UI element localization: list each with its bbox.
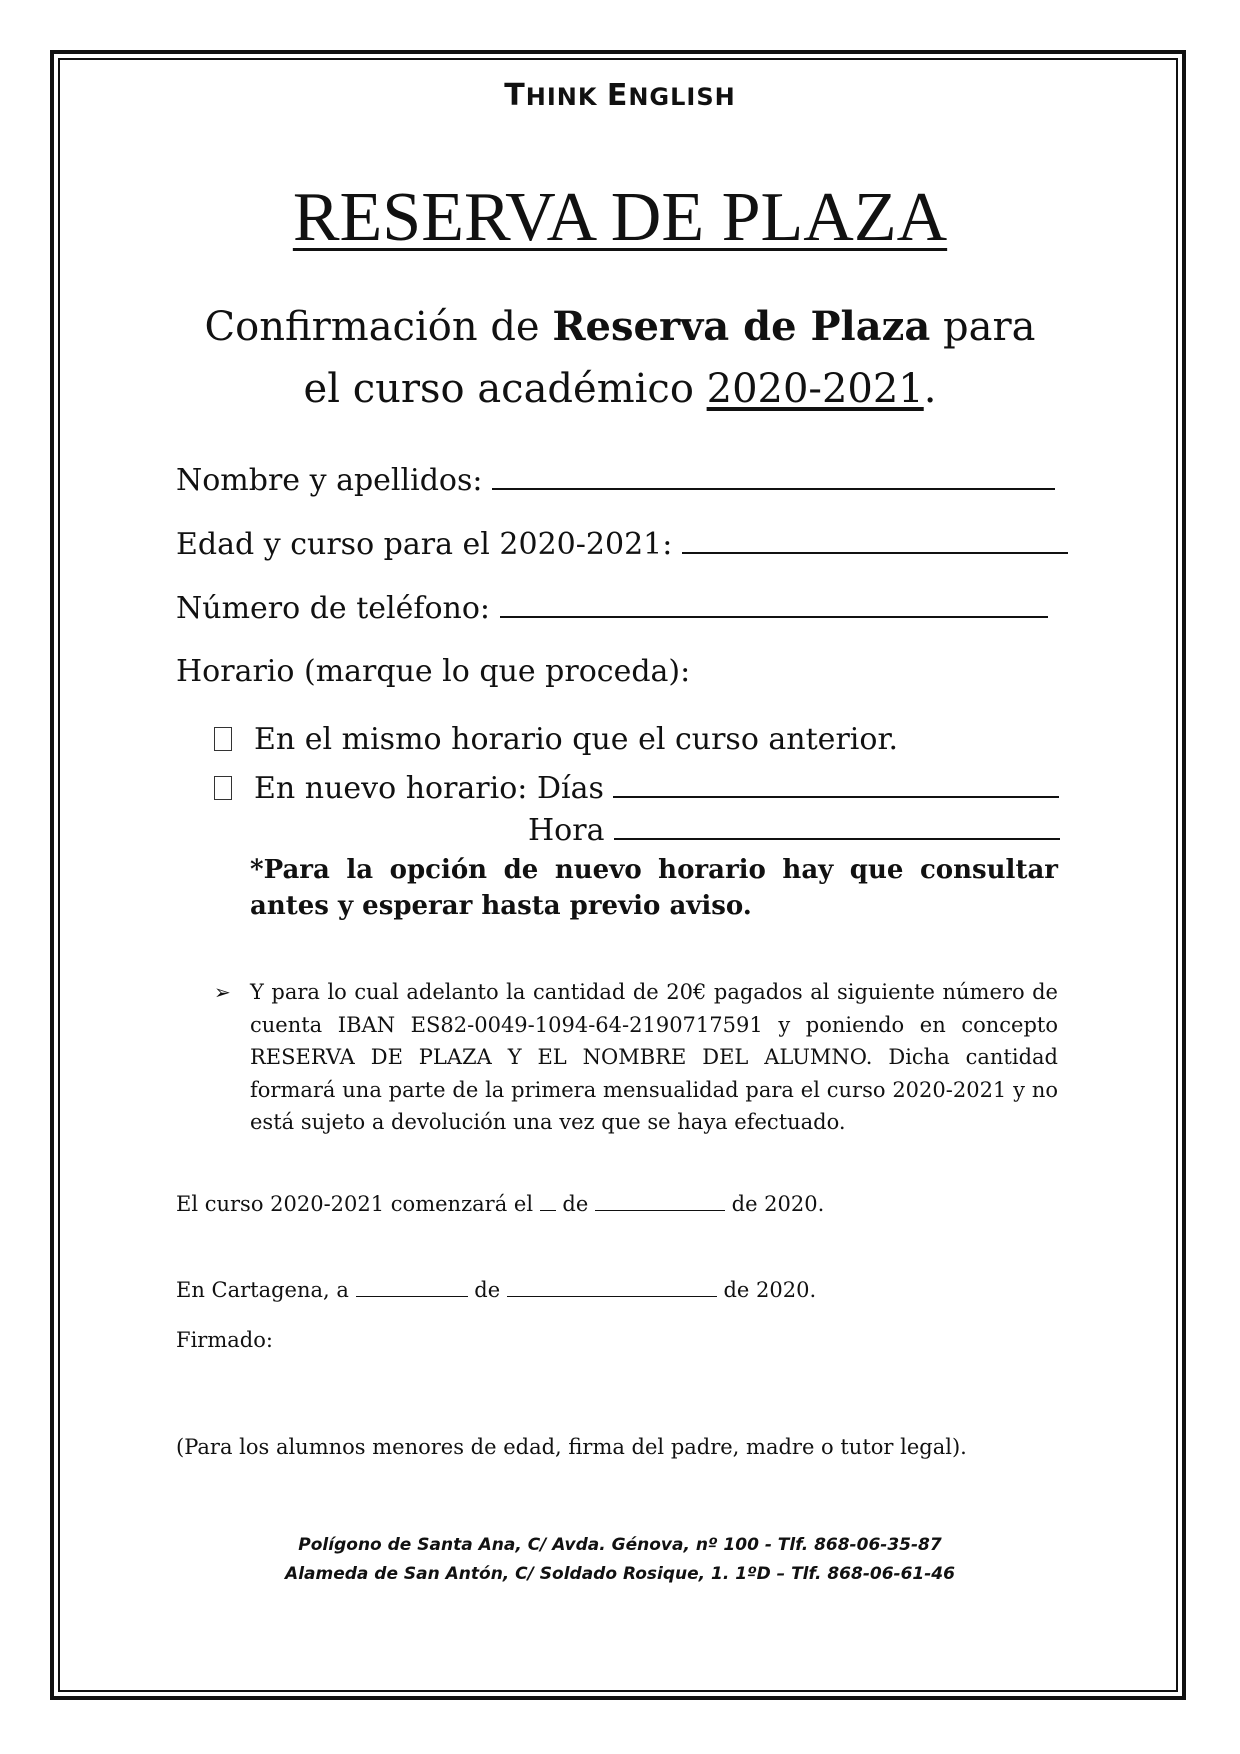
phone-input-line[interactable] xyxy=(500,590,1048,618)
phone-label: Número de teléfono: xyxy=(176,591,491,626)
name-input-line[interactable] xyxy=(492,462,1055,490)
payment-paragraph: Y para lo cual adelanto la cantidad de 20€ pagados al siguiente número de cuenta IBAN ES82-0049-1094-64-2190717591 y poniendo en concepto RESERVA DE PLAZA Y EL NOMBRE DEL ALUMNO. Dicha cantidad formará una parte de la primera mensualidad para el curso 2020-2021 y no está sujeto a devolución una vez que se haya efectuado. xyxy=(250,980,1058,1134)
schedule-note: *Para la opción de nuevo horario hay que consultar antes y esperar hasta previo aviso. xyxy=(250,855,1058,921)
sign-month-line[interactable] xyxy=(507,1278,717,1297)
name-field xyxy=(176,462,1055,498)
guardian-note: (Para los alumnos menores de edad, firma del padre, madre o tutor legal). xyxy=(176,1435,967,1459)
hour-input-line[interactable] xyxy=(614,812,1060,840)
checkbox-new-schedule[interactable] xyxy=(214,776,232,800)
start-month-line[interactable] xyxy=(595,1192,725,1211)
name-label: Nombre y apellidos: xyxy=(176,463,483,498)
page-title: RESERVA DE PLAZA xyxy=(292,179,948,256)
hour-field: Hora xyxy=(528,812,1060,848)
sign-day-line[interactable] xyxy=(356,1278,468,1297)
brand-logo: THINK ENGLISH xyxy=(504,78,736,113)
schedule-label: Horario (marque lo que proceda): xyxy=(176,654,691,689)
subtitle: Confirmación de Reserva de Plaza para el curso académico 2020-2021. xyxy=(204,303,1036,412)
age-label: Edad y curso para el 2020-2021: xyxy=(176,527,673,562)
phone-field xyxy=(176,590,1048,626)
age-input-line[interactable] xyxy=(682,526,1068,554)
footer-address-1: Polígono de Santa Ana, C/ Avda. Génova, nº 100 - Tlf. 868-06-35-87 xyxy=(298,1535,942,1555)
checkbox-same-schedule[interactable] xyxy=(214,727,232,751)
signed-label: Firmado: xyxy=(176,1328,273,1352)
option-new-schedule: En nuevo horario: Días xyxy=(214,770,1059,806)
place-date-line: En Cartagena, a de de 2020. xyxy=(176,1278,817,1302)
start-day-line[interactable] xyxy=(540,1192,556,1211)
days-input-line[interactable] xyxy=(613,770,1059,798)
course-start-line: El curso 2020-2021 comenzará el de de 2020. xyxy=(176,1192,825,1216)
option-same-schedule: En el mismo horario que el curso anterior. xyxy=(214,722,898,757)
arrow-bullet-icon: ➢ xyxy=(214,980,231,1004)
age-field xyxy=(176,526,1068,562)
footer-address-2: Alameda de San Antón, C/ Soldado Rosique, 1. 1ºD – Tlf. 868-06-61-46 xyxy=(285,1564,955,1584)
